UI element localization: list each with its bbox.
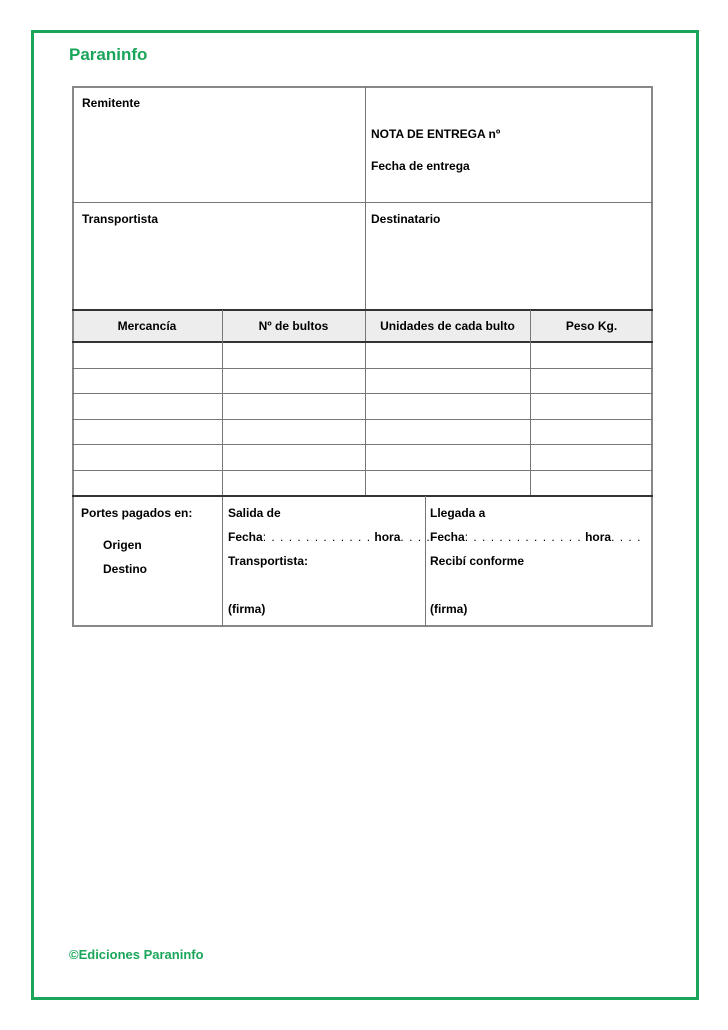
divider-bottom-vertical	[425, 496, 426, 627]
table-row-line	[72, 470, 653, 471]
hora-label: hora	[585, 530, 612, 544]
transportista-signature-label: Transportista:	[228, 554, 309, 568]
salida-label: Salida de	[228, 506, 281, 520]
fecha-dots: : . . . . . . . . . . . .	[262, 530, 372, 544]
header-unidades: Unidades de cada bulto	[380, 319, 515, 333]
transportista-label: Transportista	[82, 212, 159, 226]
divider-table-bottom	[72, 495, 653, 497]
hora-label: hora	[374, 530, 401, 544]
fecha-entrega-label: Fecha de entrega	[371, 159, 470, 173]
table-row-line	[72, 393, 653, 394]
divider-remitente	[72, 202, 653, 203]
remitente-label: Remitente	[82, 96, 141, 110]
header-peso: Peso Kg.	[565, 319, 618, 333]
table-row-line	[72, 419, 653, 420]
destinatario-label: Destinatario	[371, 212, 441, 226]
nota-entrega-label: NOTA DE ENTREGA nº	[371, 127, 501, 141]
fecha-label: Fecha	[430, 530, 465, 544]
origen-label: Origen	[103, 538, 142, 552]
brand-title: Paraninfo	[69, 45, 148, 64]
divider-table-header	[72, 341, 653, 343]
hora-dots: . . . .	[400, 530, 431, 544]
divider-col-3	[530, 310, 531, 496]
llegada-label: Llegada a	[430, 506, 486, 520]
delivery-note-form	[72, 86, 653, 627]
portes-label: Portes pagados en:	[81, 506, 193, 520]
divider-top-vertical	[365, 86, 366, 496]
header-bultos: Nº de bultos	[258, 319, 329, 333]
firma-salida: (firma)	[228, 602, 266, 616]
salida-fecha-line	[228, 530, 431, 544]
divider-table-top	[72, 309, 653, 311]
fecha-label: Fecha	[228, 530, 263, 544]
footer-copyright: ©Ediciones Paraninfo	[69, 947, 204, 962]
form-border	[72, 86, 653, 627]
llegada-fecha-line	[430, 530, 641, 544]
divider-col-1	[222, 310, 223, 627]
header-mercancia: Mercancía	[117, 319, 177, 333]
recibi-conforme-label: Recibí conforme	[430, 554, 525, 568]
fecha-dots: : . . . . . . . . . . . . .	[464, 530, 582, 544]
firma-llegada: (firma)	[430, 602, 468, 616]
destino-label: Destino	[103, 562, 148, 576]
table-row-line	[72, 368, 653, 369]
hora-dots: . . . .	[611, 530, 642, 544]
table-row-line	[72, 444, 653, 445]
